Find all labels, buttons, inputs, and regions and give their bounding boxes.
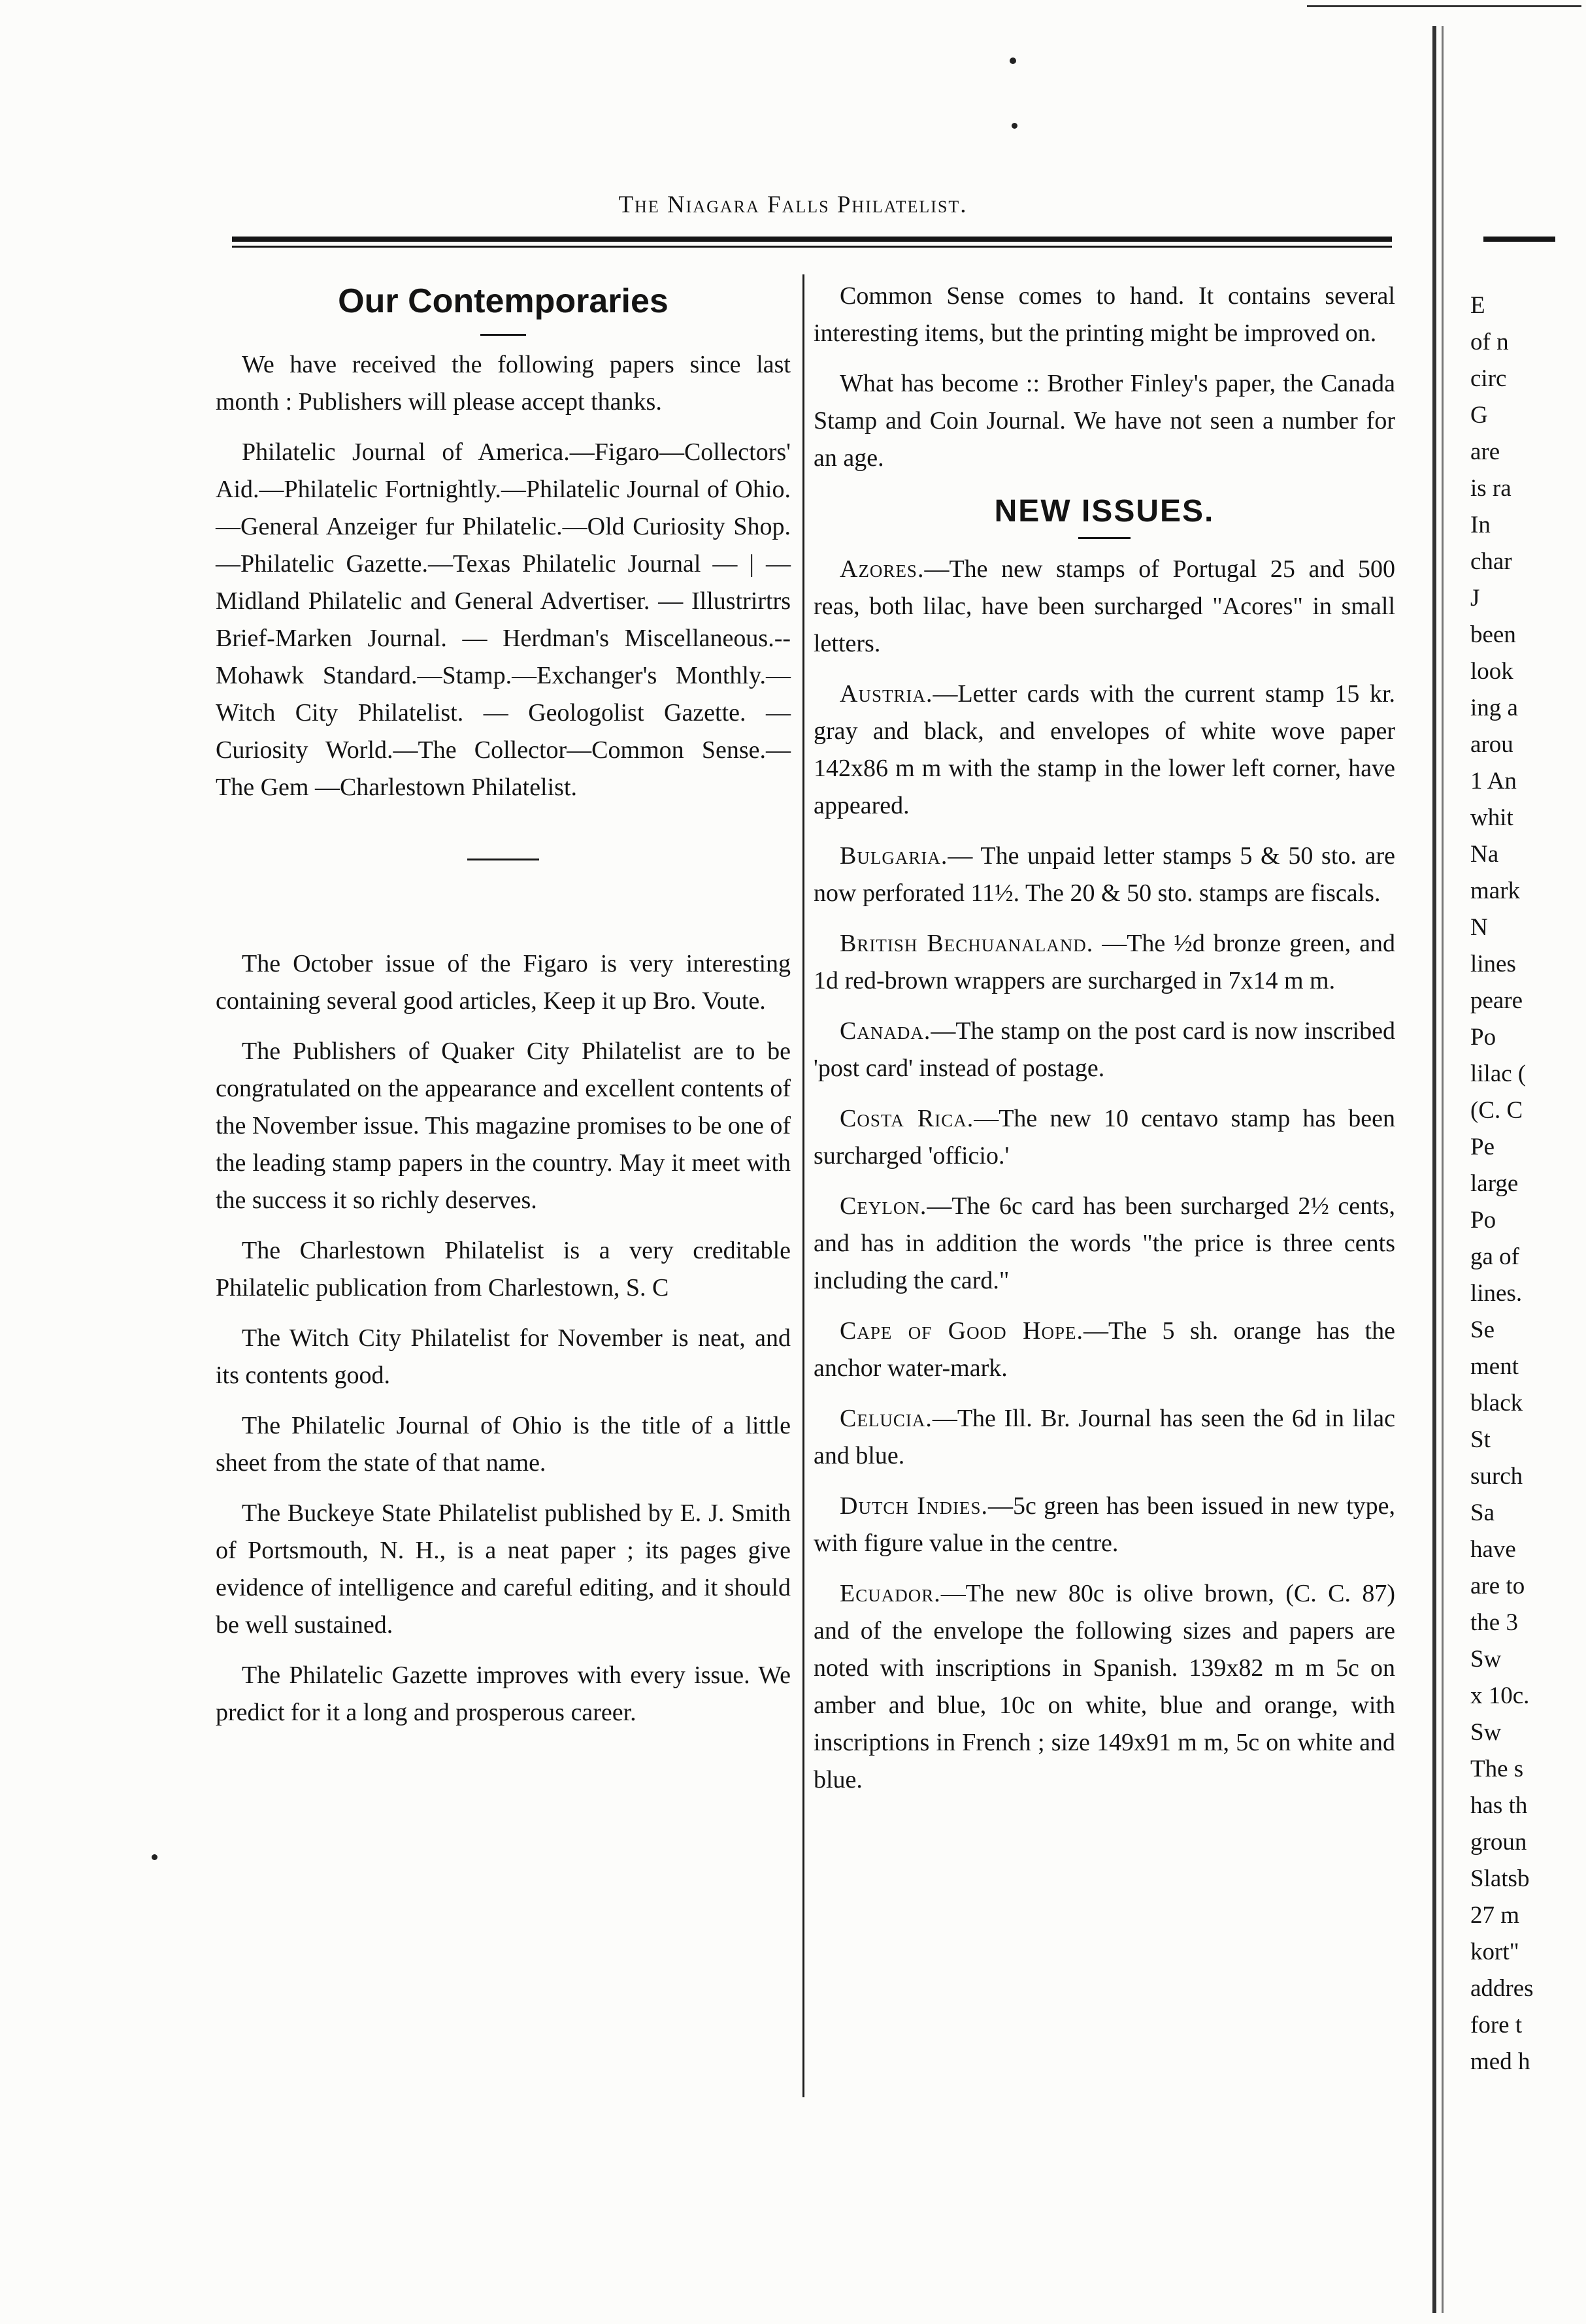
separator-dash: [480, 334, 526, 336]
news-ceylon: [814, 1188, 1395, 1300]
cropped-line: circ: [1470, 365, 1507, 392]
cropped-line: 1 An: [1470, 768, 1517, 794]
paragraph: The October issue of the Figaro is very interesting containing several good articles, Keep it up Bro. Voute.: [216, 950, 791, 1015]
country-label: Canada.: [840, 1017, 931, 1045]
cropped-line: Slatsb: [1470, 1865, 1530, 1892]
news-austria: [814, 676, 1395, 825]
scan-speck: [152, 1854, 157, 1860]
cropped-line: Se: [1470, 1317, 1495, 1343]
paragraph: The Witch City Philatelist for November is neat, and its contents good.: [216, 1324, 791, 1389]
cropped-line: large: [1470, 1170, 1519, 1197]
news-canada: [814, 1013, 1395, 1087]
cropped-line: whit: [1470, 804, 1513, 831]
news-text: —The new stamps of Portugal 25 and 500 reas, both lilac, have been surcharged "Acores" in small letters.: [814, 555, 1395, 657]
cropped-line: Sa: [1470, 1499, 1495, 1526]
cropped-line: (C. C: [1470, 1097, 1523, 1124]
cropped-line: char: [1470, 548, 1512, 575]
cropped-line: Sw: [1470, 1646, 1502, 1673]
paragraph: The Charlestown Philatelist is a very creditable Philatelic publication from Charlestown, S. C: [216, 1237, 791, 1301]
news-celucia: [814, 1400, 1395, 1475]
cropped-line: J: [1470, 585, 1480, 612]
cropped-line: The s: [1470, 1756, 1524, 1782]
news-cape: [814, 1313, 1395, 1387]
country-label: Costa Rica.: [840, 1105, 974, 1132]
news-azores: [814, 551, 1395, 663]
news-text: —The ½d bronze green, and 1d red-brown wrappers are surcharged in 7x14 m m.: [814, 930, 1395, 994]
paragraph: We have received the following papers since last month : Publishers will please accept thanks.: [216, 351, 791, 416]
cropped-line: Na: [1470, 841, 1499, 868]
cropped-line: addres: [1470, 1975, 1534, 2002]
country-label: Azores.: [840, 555, 925, 583]
cropped-line: arou: [1470, 731, 1513, 758]
cropped-line: of n: [1470, 329, 1509, 355]
paragraph: Common Sense comes to hand. It contains several interesting items, but the printing might be improved on.: [814, 282, 1395, 347]
news-bulgaria: [814, 838, 1395, 912]
paragraph: The Publishers of Quaker City Philatelist are to be congratulated on the appearance and excellent contents of the November issue. This magazine promises to be one of the leading stamp papers in the country. May it meet with the success it so richly deserves.: [216, 1038, 791, 1214]
cropped-line: have: [1470, 1536, 1516, 1563]
cropped-line: St: [1470, 1426, 1491, 1453]
header-rule-thick: [232, 237, 1392, 242]
cropped-line: has th: [1470, 1792, 1528, 1819]
section-heading: NEW ISSUES.: [994, 494, 1215, 529]
separator-dash: [1078, 537, 1131, 539]
left-column: [216, 278, 791, 1744]
cropped-line: In: [1470, 512, 1491, 538]
cropped-line: look: [1470, 658, 1513, 685]
scan-speck: [1307, 5, 1581, 7]
cropped-line: the 3: [1470, 1609, 1518, 1636]
country-label: Ceylon.: [840, 1192, 927, 1220]
cropped-line: mark: [1470, 877, 1521, 904]
news-text: — The unpaid letter stamps 5 & 50 sto. are now perforated 11½. The 20 & 50 sto. stamps are fiscals.: [814, 842, 1395, 907]
header-rule-thin: [232, 246, 1392, 248]
cropped-line: ing a: [1470, 695, 1518, 721]
cropped-line: are to: [1470, 1573, 1525, 1599]
news-text: —The Ill. Br. Journal has seen the 6d in lilac and blue.: [814, 1405, 1395, 1469]
cropped-line: lines.: [1470, 1280, 1523, 1307]
country-label: Dutch Indies.: [840, 1492, 988, 1520]
news-ecuador: [814, 1575, 1395, 1799]
cropped-line: Po: [1470, 1207, 1496, 1234]
country-label: British Bechuanaland.: [840, 930, 1094, 957]
cropped-line: ga of: [1470, 1243, 1519, 1270]
cropped-right-column: [1470, 287, 1586, 2080]
cropped-line: x 10c.: [1470, 1682, 1530, 1709]
separator-dash: [467, 859, 539, 860]
cropped-line: fore t: [1470, 2012, 1523, 2038]
contemporaries-list: Philatelic Journal of America.—Figaro—Collectors' Aid.—Philatelic Fortnightly.—Philatelic Journal of Ohio.—General Anzeiger fur Philatelic.—Old Curiosity Shop.—Philatelic Gazette.—Texas Philatelic Journal — | —Midland Philatelic and General Advertiser. — Illustrirtrs Brief-Marken Journal. — Herdman's Miscellaneous.--Mohawk Standard.—Stamp.—Exchanger's Monthly.—Witch City Philatelist. — Geologolist Gazette. — Curiosity World.—The Collector—Common Sense.—The Gem —Charlestown Philatelist.: [216, 438, 791, 801]
news-text: —The new 10 centavo stamp has been surcharged 'officio.': [814, 1105, 1395, 1170]
paragraph: The Philatelic Journal of Ohio is the title of a little sheet from the state of that name.: [216, 1412, 791, 1477]
cropped-line: G: [1470, 402, 1488, 429]
country-label: Celucia.: [840, 1405, 933, 1432]
cropped-line: is ra: [1470, 475, 1512, 502]
column-divider: [802, 274, 804, 2097]
country-label: Cape of Good Hope.: [840, 1317, 1084, 1345]
news-dutch-indies: [814, 1488, 1395, 1562]
middle-column: [814, 278, 1395, 1812]
header-rule-right: [1483, 237, 1555, 242]
cropped-line: surch: [1470, 1463, 1523, 1490]
cropped-line: black: [1470, 1390, 1523, 1416]
news-text: —The 6c card has been surcharged 2½ cents, and has in addition the words "the price is three cents including the card.": [814, 1192, 1395, 1294]
news-costa-rica: [814, 1100, 1395, 1175]
news-text: —Letter cards with the current stamp 15 kr. gray and black, and envelopes of white wove paper 142x86 m m with the stamp in the lower left corner, have appeared.: [814, 680, 1395, 819]
paragraph: The Buckeye State Philatelist published by E. J. Smith of Portsmouth, N. H., is a neat paper ; its pages give evidence of intelligence and careful editing, and it should be well sustained.: [216, 1499, 791, 1639]
cropped-line: groun: [1470, 1829, 1527, 1856]
country-label: Ecuador.: [840, 1580, 941, 1607]
section-heading: Our Contemporaries: [338, 282, 669, 320]
cropped-line: lilac (: [1470, 1060, 1527, 1087]
scan-speck: [1012, 123, 1017, 129]
cropped-line: kort": [1470, 1939, 1519, 1965]
news-text: —The stamp on the post card is now inscribed 'post card' instead of postage.: [814, 1017, 1395, 1082]
cropped-line: med h: [1470, 2048, 1530, 2075]
news-text: —The new 80c is olive brown, (C. C. 87) and of the envelope the following sizes and papers are noted with inscriptions in Spanish. 139x82 m m 5c on amber and blue, 10c on white, blue and orange, with inscriptions in French ; size 149x91 m m, 5c on white and blue.: [814, 1580, 1395, 1793]
page-edge-divider: [1432, 26, 1436, 2313]
paragraph: What has become :: Brother Finley's paper, the Canada Stamp and Coin Journal. We have not seen a number for an age.: [814, 370, 1395, 472]
page-edge-divider-inner: [1442, 26, 1444, 2313]
country-label: Austria.: [840, 680, 933, 708]
cropped-line: ment: [1470, 1353, 1519, 1380]
scan-speck: [1010, 57, 1016, 64]
news-text: —The 5 sh. orange has the anchor water-mark.: [814, 1317, 1395, 1382]
cropped-line: Sw: [1470, 1719, 1502, 1746]
cropped-line: lines: [1470, 951, 1516, 977]
news-text: —5c green has been issued in new type, with figure value in the centre.: [814, 1492, 1395, 1557]
cropped-line: Pe: [1470, 1134, 1495, 1160]
cropped-line: are: [1470, 438, 1500, 465]
cropped-line: been: [1470, 621, 1516, 648]
cropped-line: Po: [1470, 1024, 1496, 1051]
page-header: The Niagara Falls Philatelist.: [618, 191, 968, 218]
cropped-line: N: [1470, 914, 1488, 941]
news-bechuanaland: [814, 925, 1395, 1000]
paragraph: The Philatelic Gazette improves with every issue. We predict for it a long and prosperous career.: [216, 1661, 791, 1726]
cropped-line: E: [1470, 292, 1485, 319]
cropped-line: 27 m: [1470, 1902, 1520, 1929]
country-label: Bulgaria.: [840, 842, 948, 870]
cropped-line: peare: [1470, 987, 1523, 1014]
